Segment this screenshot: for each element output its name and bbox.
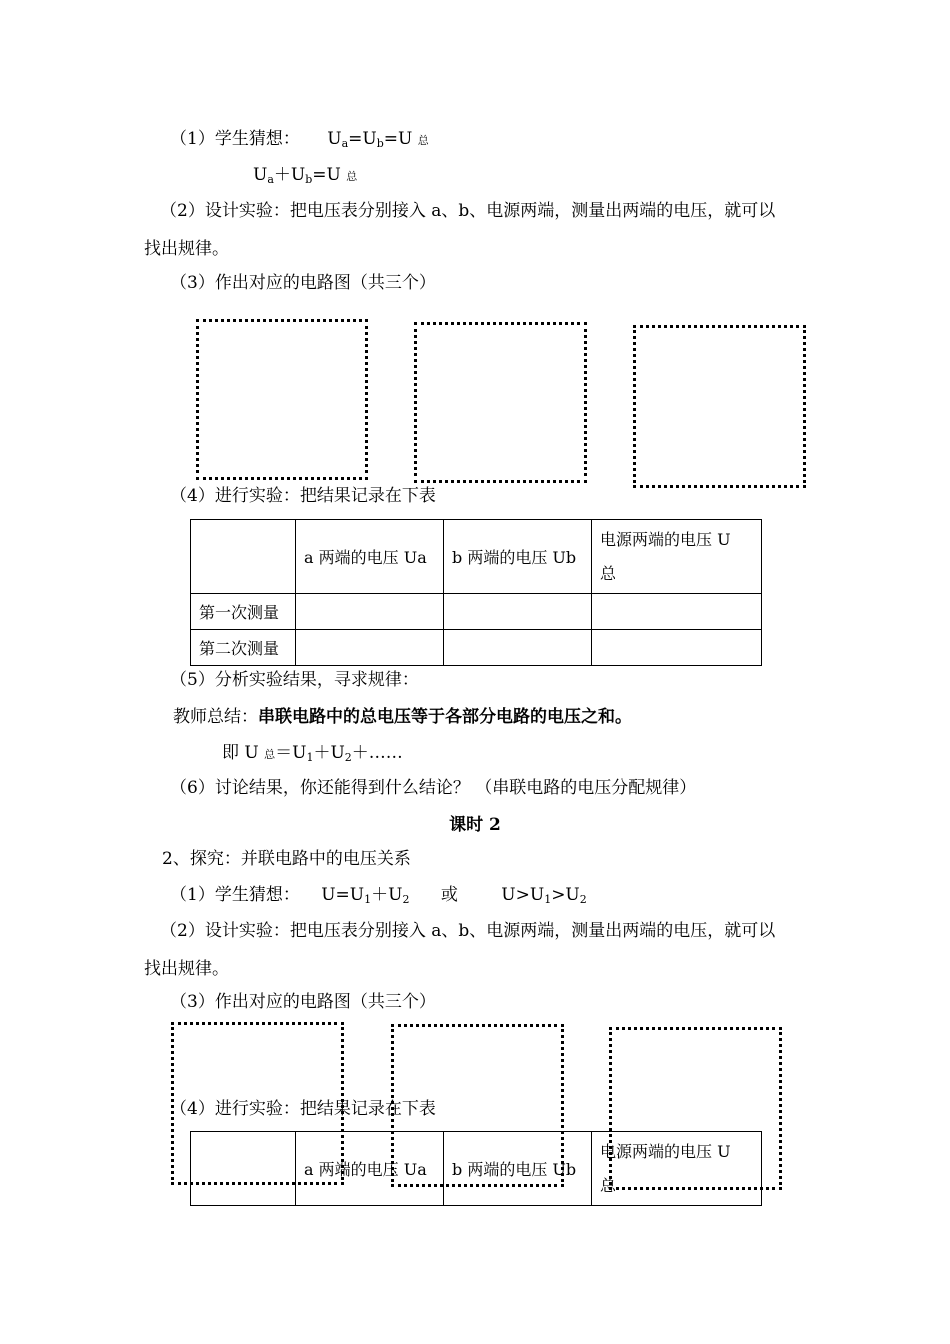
table-header-cell: 电源两端的电压 U 总 xyxy=(592,520,762,594)
table-cell xyxy=(592,630,762,666)
p2-draw-label: （3）作出对应的电路图（共三个） xyxy=(170,992,436,1012)
table-header-cell: 电源两端的电压 U 总 xyxy=(592,1132,762,1206)
table-cell xyxy=(296,630,444,666)
p1-design-line1: （2）设计实验：把电压表分别接入 a、b、电源两端，测量出两端的电压，就可以 xyxy=(160,201,776,221)
p1-guess-formula-2: $U_a+U_b=U$ 总 xyxy=(253,165,358,186)
table-cell xyxy=(592,594,762,630)
table-header-cell: a 两端的电压 Ua xyxy=(296,520,444,594)
p1-circuit-box-2 xyxy=(414,322,587,483)
p1-results-table xyxy=(190,519,762,666)
p1-guess-formula-1: $U_a=U_b=U$ 总 xyxy=(327,129,429,150)
p2-guess-formula-2: $U>U_1>U_2$ xyxy=(501,885,587,906)
p1-design-line2: 找出规律。 xyxy=(144,239,229,259)
p2-circuit-box-3 xyxy=(609,1027,782,1190)
p2-design-line2: 找出规律。 xyxy=(144,959,229,979)
p2-design-line1: （2）设计实验：把电压表分别接入 a、b、电源两端，测量出两端的电压，就可以 xyxy=(160,921,776,941)
p1-conduct-label: （4）进行实验：把结果记录在下表 xyxy=(170,486,436,506)
table-cell xyxy=(296,594,444,630)
table-cell: 第一次测量 xyxy=(191,594,296,630)
p1-teacher-summary xyxy=(173,706,632,728)
table-header-cell: a 两端的电压 Ua xyxy=(296,1132,444,1206)
table-cell: 第二次测量 xyxy=(191,630,296,666)
table-cell xyxy=(444,594,592,630)
table-row xyxy=(191,594,762,630)
p1-discuss: （6）讨论结果，你还能得到什么结论？ （串联电路的电压分配规律） xyxy=(170,778,697,798)
table-header-cell: b 两端的电压 Ub xyxy=(444,1132,592,1206)
p1-formula: 即 U 总$=U_1+U_2+\dots\dots$ xyxy=(222,743,403,764)
table-header-cell xyxy=(191,520,296,594)
p2-guess-label: （1）学生猜想： xyxy=(170,885,300,905)
table-header-cell: b 两端的电压 Ub xyxy=(444,520,592,594)
p1-circuit-box-1 xyxy=(196,319,368,480)
table-cell xyxy=(444,630,592,666)
p2-circuit-box-2 xyxy=(391,1024,564,1187)
p1-teacher-text: 串联电路中的总电压等于各部分电路的电压之和。 xyxy=(258,707,632,727)
p1-teacher-label: 教师总结： xyxy=(173,707,258,727)
p1-guess-line xyxy=(170,128,429,155)
p2-guess-formula-1: $U=U_1+U_2$ xyxy=(321,885,410,906)
table-row xyxy=(191,630,762,666)
lesson2-title: 课时 2 xyxy=(449,815,501,835)
p1-analyze-label: （5）分析实验结果，寻求规律： xyxy=(170,670,419,690)
p1-draw-label: （3）作出对应的电路图（共三个） xyxy=(170,273,436,293)
p2-title: 2、探究：并联电路中的电压关系 xyxy=(162,849,411,869)
p1-guess-label: （1）学生猜想： xyxy=(170,129,300,149)
p2-circuit-box-1 xyxy=(171,1022,344,1185)
p2-guess-line xyxy=(170,884,587,911)
table-row xyxy=(191,520,762,594)
p2-guess-or: 或 xyxy=(440,885,458,905)
p1-circuit-box-3 xyxy=(633,325,806,488)
p2-conduct-label: （4）进行实验：把结果记录在下表 xyxy=(170,1099,436,1119)
